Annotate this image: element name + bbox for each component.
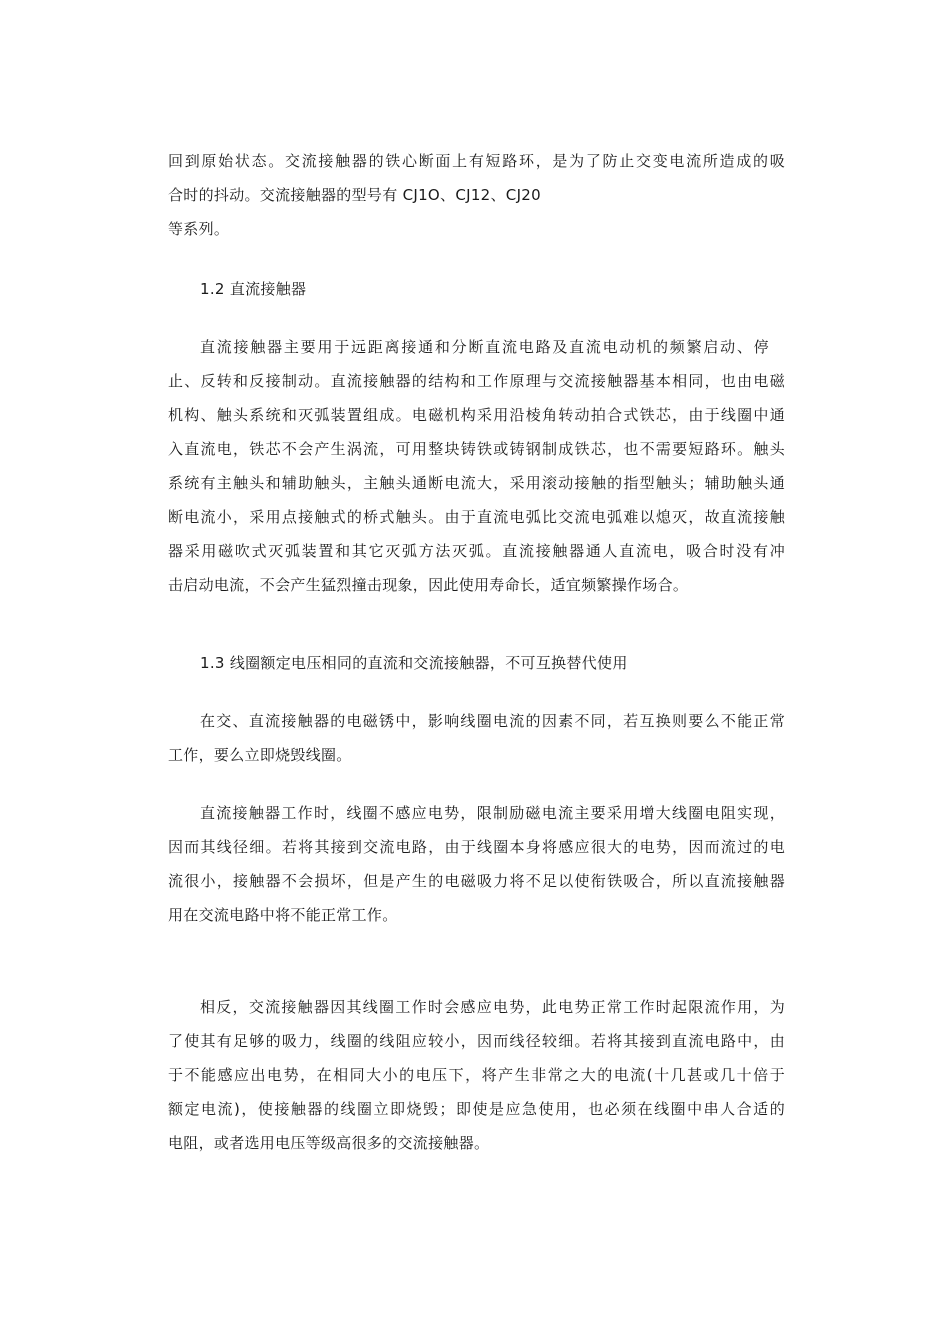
- text-line: 止、反转和反接制动。直流接触器的结构和工作原理与交流接触器基本相同，也由电磁: [168, 372, 785, 390]
- heading-text: 1.3 线圈额定电压相同的直流和交流接触器，不可互换替代使用: [200, 654, 628, 672]
- text-line: 流很小，接触器不会损坏，但是产生的电磁吸力将不足以使衔铁吸合，所以直流接触器: [168, 872, 785, 890]
- paragraph-ac-end: [168, 144, 785, 246]
- text-line: 等系列。: [168, 220, 230, 238]
- text-line: 因而其线径细。若将其接到交流电路，由于线圈本身将感应很大的电势，因而流过的电: [168, 838, 785, 856]
- text-line: 合时的抖动。交流接触器的型号有 CJ1O、CJ12、CJ20: [168, 186, 541, 204]
- paragraph-dc-on-ac: [168, 796, 785, 932]
- text-line: 直流接触器工作时，线圈不感应电势，限制励磁电流主要采用增大线圈电阻实现，: [200, 804, 785, 822]
- text-line: 在交、直流接触器的电磁锈中，影响线圈电流的因素不同，若互换则要么不能正常: [200, 712, 785, 730]
- paragraph-dc-contactor: [168, 330, 785, 602]
- text-line: 了使其有足够的吸力，线圈的线阻应较小，因而线径较细。若将其接到直流电路中，由: [168, 1032, 785, 1050]
- text-line: 于不能感应出电势，在相同大小的电压下，将产生非常之大的电流(十几甚或几十倍于: [168, 1066, 785, 1084]
- paragraph-no-swap: [168, 704, 785, 772]
- text-line: 器采用磁吹式灭弧装置和其它灭弧方法灭弧。直流接触器通人直流电，吸合时没有冲: [168, 542, 785, 560]
- text-line: 额定电流)，使接触器的线圈立即烧毁；即使是应急使用，也必须在线圈中串人合适的: [168, 1100, 785, 1118]
- text-line: 用在交流电路中将不能正常工作。: [168, 906, 398, 924]
- section-heading-1-3: [168, 646, 785, 680]
- text-line: 回到原始状态。交流接触器的铁心断面上有短路环，是为了防止交变电流所造成的吸: [168, 152, 785, 170]
- text-line: 机构、触头系统和灭弧装置组成。电磁机构采用沿棱角转动拍合式铁芯，由于线圈中通: [168, 406, 785, 424]
- text-line: 断电流小，采用点接触式的桥式触头。由于直流电弧比交流电弧难以熄灭，故直流接触: [168, 508, 785, 526]
- text-line: 系统有主触头和辅助触头，主触头通断电流大，采用滚动接触的指型触头；辅助触头通: [168, 474, 785, 492]
- paragraph-ac-on-dc: [168, 990, 785, 1160]
- heading-text: 1.2 直流接触器: [200, 280, 307, 298]
- text-line: 直流接触器主要用于远距离接通和分断直流电路及直流电动机的频繁启动、停: [200, 338, 769, 356]
- section-heading-1-2: [168, 272, 785, 306]
- text-line: 相反，交流接触器因其线圈工作时会感应电势，此电势正常工作时起限流作用，为: [200, 998, 785, 1016]
- text-line: 击启动电流，不会产生猛烈撞击现象，因此使用寿命长，适宜频繁操作场合。: [168, 576, 689, 594]
- text-line: 入直流电，铁芯不会产生涡流，可用整块铸铁或铸钢制成铁芯，也不需要短路环。触头: [168, 440, 785, 458]
- text-line: 电阻，或者选用电压等级高很多的交流接触器。: [168, 1134, 490, 1152]
- text-line: 工作，要么立即烧毁线圈。: [168, 746, 352, 764]
